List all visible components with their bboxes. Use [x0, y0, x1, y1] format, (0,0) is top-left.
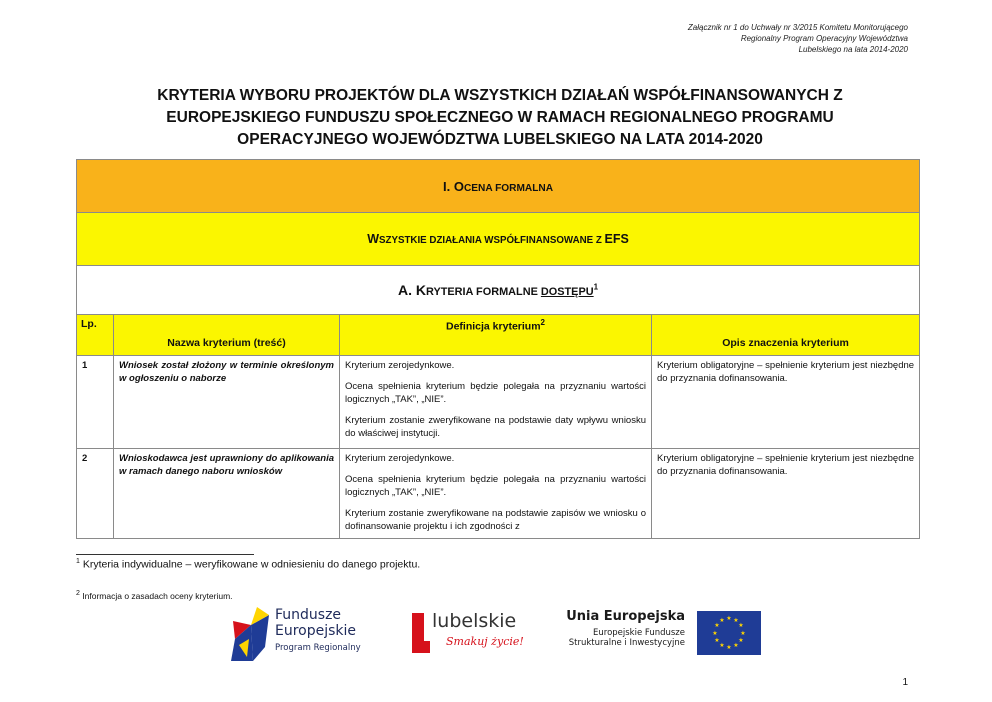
section-i-initial: O	[453, 178, 464, 194]
section-a-rest: RYTERIA FORMALNE	[425, 286, 541, 298]
header-definition-text: Definicja kryterium	[446, 320, 541, 333]
svg-text:★: ★	[726, 644, 732, 651]
criteria-table	[76, 159, 920, 539]
annex-note	[568, 22, 908, 55]
section-i-numeral: I.	[443, 178, 451, 194]
logo-bar	[0, 605, 992, 665]
row-description: Kryterium obligatoryjne – spełnienie kryterium jest niezbędne do przyznania dofinansowania.	[652, 449, 920, 539]
lubelskie-tagline: Smakuj życie!	[446, 635, 524, 648]
row-lp: 1	[77, 356, 114, 449]
svg-text:★: ★	[738, 637, 744, 644]
row-description: Kryterium obligatoryjne – spełnienie kryterium jest niezbędne do przyznania dofinansowania.	[652, 356, 920, 449]
row-criterion-name: Wniosek został złożony w terminie określonym w ogłoszeniu o naborze	[114, 356, 340, 449]
definition-para-1: Kryterium zerojedynkowe.	[345, 453, 455, 464]
header-definition	[340, 315, 652, 356]
definition-para-1: Kryterium zerojedynkowe.	[345, 360, 455, 371]
fe-line-2: Europejskie	[275, 623, 357, 639]
svg-text:★: ★	[714, 637, 720, 644]
header-description: Opis znaczenia kryterium	[652, 315, 920, 356]
definition-para-2: Ocena spełnienia kryterium będzie polegała na przyznaniu wartości logicznych „TAK”, „NIE”.	[345, 381, 646, 405]
footnote-1-mark: 1	[76, 558, 80, 565]
table-row	[77, 449, 920, 539]
footnote-2-text: Informacja o zasadach oceny kryterium.	[82, 590, 233, 601]
footnote-2-mark: 2	[76, 590, 80, 597]
svg-text:★: ★	[719, 642, 725, 649]
fe-line-3: Program Regionalny	[275, 643, 361, 653]
definition-para-3: Kryterium zostanie zweryfikowane na podstawie daty wpływu wniosku do właściwej instytucji.	[345, 415, 646, 439]
footnote-divider	[76, 554, 254, 555]
svg-text:★: ★	[733, 642, 739, 649]
table-header-row	[77, 315, 920, 356]
section-formal-assessment	[77, 160, 920, 213]
efs-initial: W	[367, 232, 380, 246]
section-a-initial: K	[415, 282, 426, 298]
row-definition	[340, 356, 652, 449]
fundusze-europejskie-logo	[229, 605, 379, 663]
ue-title: Unia Europejska	[566, 609, 685, 624]
annex-line-1: Załącznik nr 1 do Uchwały nr 3/2015 Komitetu Monitorującego	[687, 23, 908, 32]
fe-line-1: Fundusze	[275, 607, 342, 623]
section-efs-actions	[77, 213, 920, 266]
efs-rest: SZYSTKIE DZIAŁANIA WSPÓŁFINANSOWANE Z	[379, 235, 605, 246]
svg-text:★: ★	[714, 622, 720, 629]
svg-text:★: ★	[719, 617, 725, 624]
table-row	[77, 356, 920, 449]
row-criterion-name: Wnioskodawca jest uprawniony do aplikowania w ramach danego naboru wniosków	[114, 449, 340, 539]
section-i-rest: CENA FORMALNA	[463, 182, 554, 194]
section-a-prefix: A.	[397, 282, 416, 298]
title-line-1: KRYTERIA WYBORU PROJEKTÓW DLA WSZYSTKICH DZIAŁAŃ WSPÓŁFINANSOWANYCH Z	[157, 87, 843, 104]
footnote-2	[76, 590, 233, 601]
lubelskie-logo	[410, 611, 525, 657]
page-number: 1	[902, 677, 908, 688]
annex-line-2: Regionalny Program Operacyjny Województwa	[740, 34, 908, 43]
svg-text:★: ★	[738, 622, 744, 629]
ue-line-2: Strukturalne i Inwestycyjne	[568, 638, 685, 648]
footnote-1	[76, 558, 420, 571]
unia-europejska-text	[555, 609, 685, 659]
svg-text:★: ★	[712, 630, 718, 637]
svg-text:★: ★	[740, 630, 746, 637]
definition-para-2: Ocena spełnienia kryterium będzie polegała na przyznaniu wartości logicznych „TAK”, „NIE”.	[345, 474, 646, 498]
footnote-1-text: Kryteria indywidualne – weryfikowane w odniesieniu do danego projektu.	[82, 558, 421, 571]
section-access-criteria	[77, 266, 920, 315]
lubelskie-word: lubelskie	[432, 610, 517, 632]
header-lp: Lp.	[77, 315, 114, 356]
lubelskie-l-icon	[410, 611, 430, 653]
eu-flag-icon	[697, 611, 761, 655]
footnote-ref-1: 1	[593, 282, 599, 292]
efs-acronym: EFS	[604, 232, 629, 246]
ue-line-1: Europejskie Fundusze	[593, 628, 685, 638]
definition-para-3: Kryterium zostanie zweryfikowane na podstawie zapisów we wniosku o dofinansowanie projektu i ich zgodności z	[345, 508, 646, 532]
document-title	[70, 85, 930, 151]
annex-line-3: Lubelskiego na lata 2014-2020	[798, 45, 908, 54]
title-line-3: OPERACYJNEGO WOJEWÓDZTWA LUBELSKIEGO NA LATA 2014-2020	[237, 131, 763, 148]
fe-star-icon	[229, 605, 269, 661]
svg-text:★: ★	[733, 617, 739, 624]
row-lp: 2	[77, 449, 114, 539]
svg-text:★: ★	[726, 615, 732, 622]
title-line-2: EUROPEJSKIEGO FUNDUSZU SPOŁECZNEGO W RAMACH REGIONALNEGO PROGRAMU	[166, 109, 834, 126]
footnote-ref-2: 2	[540, 318, 545, 327]
header-name: Nazwa kryterium (treść)	[114, 315, 340, 356]
row-definition	[340, 449, 652, 539]
section-a-underlined: DOSTĘPU	[540, 286, 594, 298]
